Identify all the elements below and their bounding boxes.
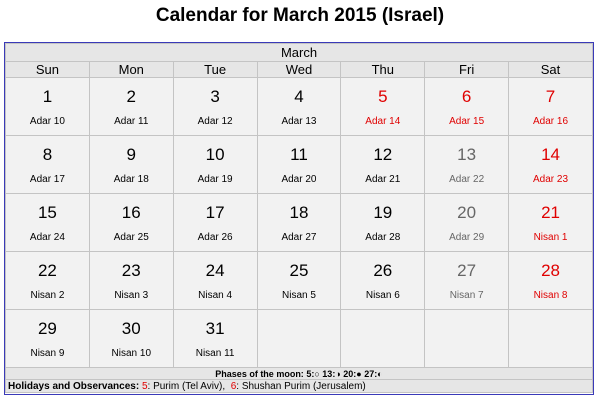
hebrew-date: Adar 19 <box>197 174 233 185</box>
hebrew-date: Nisan 8 <box>533 290 568 301</box>
moon-phase-day: 5 <box>306 368 312 379</box>
hebrew-date: Adar 10 <box>29 116 65 127</box>
week-row <box>6 310 593 368</box>
day-cell[interactable] <box>6 310 90 368</box>
hebrew-date: Adar 14 <box>365 116 401 127</box>
calendar-frame <box>4 42 594 395</box>
day-number: 13 <box>457 145 477 164</box>
moon-phases-label: Phases of the moon: <box>215 368 304 379</box>
week-row <box>6 194 593 252</box>
hebrew-date: Nisan 10 <box>111 348 151 359</box>
day-cell[interactable] <box>341 252 425 310</box>
hebrew-date: Adar 26 <box>197 232 233 243</box>
moon-phases: Phases of the moon: 5:○ 13:◑ 20:● 27:◐ <box>6 368 593 380</box>
moon-phase-day: 20 <box>343 368 354 379</box>
holiday-name: Shushan Purim (Jerusalem) <box>241 380 366 392</box>
day-cell[interactable] <box>425 136 509 194</box>
day-cell[interactable] <box>6 194 90 252</box>
hebrew-date: Nisan 3 <box>114 290 149 301</box>
day-number: 12 <box>373 145 393 164</box>
hebrew-date: Nisan 6 <box>365 290 400 301</box>
day-number: 9 <box>126 145 136 164</box>
day-cell[interactable] <box>257 194 341 252</box>
holidays-label: Holidays and Observances: <box>8 380 140 392</box>
holiday-day: 6 <box>230 380 237 392</box>
empty-day-cell <box>257 310 341 368</box>
day-cell[interactable] <box>89 252 173 310</box>
weekday-header: Wed <box>257 62 341 78</box>
day-number: 31 <box>205 319 225 338</box>
day-cell[interactable] <box>89 78 173 136</box>
day-number: 29 <box>37 319 57 338</box>
day-cell[interactable] <box>6 136 90 194</box>
hebrew-date: Adar 12 <box>197 116 233 127</box>
hebrew-date: Adar 11 <box>114 116 149 127</box>
day-cell[interactable] <box>341 194 425 252</box>
empty-day-cell <box>425 310 509 368</box>
empty-day-cell <box>509 310 593 368</box>
day-number: 25 <box>289 261 309 280</box>
day-number: 23 <box>121 261 141 280</box>
hebrew-date: Adar 29 <box>449 232 485 243</box>
day-cell[interactable] <box>257 252 341 310</box>
hebrew-date: Adar 24 <box>29 232 65 243</box>
moon-phase-icon: ○ <box>314 368 320 379</box>
hebrew-date: Adar 23 <box>533 174 569 185</box>
hebrew-date: Adar 13 <box>281 116 317 127</box>
moon-phase-icon: ◐ <box>377 368 383 379</box>
day-number: 24 <box>205 261 225 280</box>
moon-phase-day: 13 <box>322 368 333 379</box>
day-number: 8 <box>42 145 53 164</box>
day-number: 22 <box>37 261 57 280</box>
day-cell[interactable] <box>6 252 90 310</box>
hebrew-date: Nisan 11 <box>195 348 235 359</box>
day-number: 15 <box>37 203 57 222</box>
empty-day-cell <box>341 310 425 368</box>
day-number: 21 <box>541 203 560 222</box>
hebrew-date: Adar 25 <box>113 232 149 243</box>
day-cell[interactable] <box>425 252 509 310</box>
day-number: 1 <box>42 87 53 106</box>
day-cell[interactable] <box>257 78 341 136</box>
day-number: 26 <box>373 261 393 280</box>
hebrew-date: Nisan 2 <box>30 290 65 301</box>
calendar-table <box>5 43 593 393</box>
holiday-separator: , <box>222 380 228 392</box>
day-cell[interactable] <box>173 310 257 368</box>
day-number: 30 <box>121 319 141 338</box>
day-number: 19 <box>373 203 393 222</box>
holidays-observances: Holidays and Observances: 5: Purim (Tel Aviv), 6: Shushan Purim (Jerusalem) <box>6 380 593 393</box>
day-cell[interactable] <box>173 136 257 194</box>
weekday-header: Fri <box>425 62 509 78</box>
hebrew-date: Adar 22 <box>449 174 485 185</box>
page-title: Calendar for March 2015 (Israel) <box>155 5 445 26</box>
hebrew-date: Adar 21 <box>365 174 401 185</box>
weekday-header: Sat <box>509 62 593 78</box>
day-number: 5 <box>378 87 388 106</box>
hebrew-date: Nisan 9 <box>30 348 65 359</box>
moon-phase-day: 27 <box>364 368 375 379</box>
day-cell[interactable] <box>89 310 173 368</box>
week-row <box>6 252 593 310</box>
day-number: 11 <box>290 145 308 164</box>
day-number: 6 <box>461 87 472 106</box>
holiday-day: 5 <box>141 380 148 392</box>
day-number: 28 <box>541 261 560 280</box>
calendar-body <box>6 78 593 368</box>
moon-phase-icon: ◑ <box>335 368 341 379</box>
day-number: 17 <box>205 203 225 222</box>
hebrew-date: Adar 18 <box>113 174 149 185</box>
day-cell[interactable] <box>509 252 593 310</box>
hebrew-date: Nisan 1 <box>533 232 568 243</box>
day-cell[interactable] <box>425 78 509 136</box>
day-number: 14 <box>541 145 560 164</box>
day-number: 4 <box>294 87 304 106</box>
day-cell[interactable] <box>509 78 593 136</box>
day-number: 10 <box>205 145 225 164</box>
day-cell[interactable] <box>89 136 173 194</box>
holiday-name: Purim (Tel Aviv) <box>153 380 223 392</box>
day-cell[interactable] <box>173 78 257 136</box>
hebrew-date: Nisan 4 <box>198 290 233 301</box>
day-number: 3 <box>210 87 220 106</box>
day-cell[interactable] <box>173 194 257 252</box>
day-number: 7 <box>545 87 556 106</box>
week-row <box>6 136 593 194</box>
day-cell[interactable] <box>509 136 593 194</box>
hebrew-date: Adar 20 <box>281 174 317 185</box>
hebrew-date: Adar 17 <box>29 174 65 185</box>
week-row <box>6 78 593 136</box>
hebrew-date: Adar 16 <box>533 116 569 127</box>
weekday-header: Thu <box>341 62 425 78</box>
hebrew-date: Nisan 5 <box>282 290 316 301</box>
day-cell[interactable] <box>425 194 509 252</box>
moon-phase-icon: ● <box>356 368 362 379</box>
weekday-header-row <box>6 62 593 78</box>
day-number: 16 <box>121 203 141 222</box>
hebrew-date: Adar 27 <box>281 232 317 243</box>
day-number: 20 <box>457 203 477 222</box>
day-cell[interactable] <box>509 194 593 252</box>
day-number: 18 <box>289 203 309 222</box>
day-number: 27 <box>457 261 477 280</box>
day-cell[interactable] <box>6 78 90 136</box>
hebrew-date: Nisan 7 <box>449 290 484 301</box>
day-number: 2 <box>126 87 136 106</box>
day-cell[interactable] <box>173 252 257 310</box>
hebrew-date: Adar 15 <box>449 116 485 127</box>
day-cell[interactable] <box>89 194 173 252</box>
day-cell[interactable] <box>257 136 341 194</box>
weekday-header: Sun <box>6 62 90 78</box>
month-header: March <box>6 44 593 62</box>
weekday-header: Mon <box>89 62 173 78</box>
weekday-header: Tue <box>173 62 257 78</box>
day-cell[interactable] <box>341 136 425 194</box>
hebrew-date: Adar 28 <box>365 232 401 243</box>
day-cell[interactable] <box>341 78 425 136</box>
